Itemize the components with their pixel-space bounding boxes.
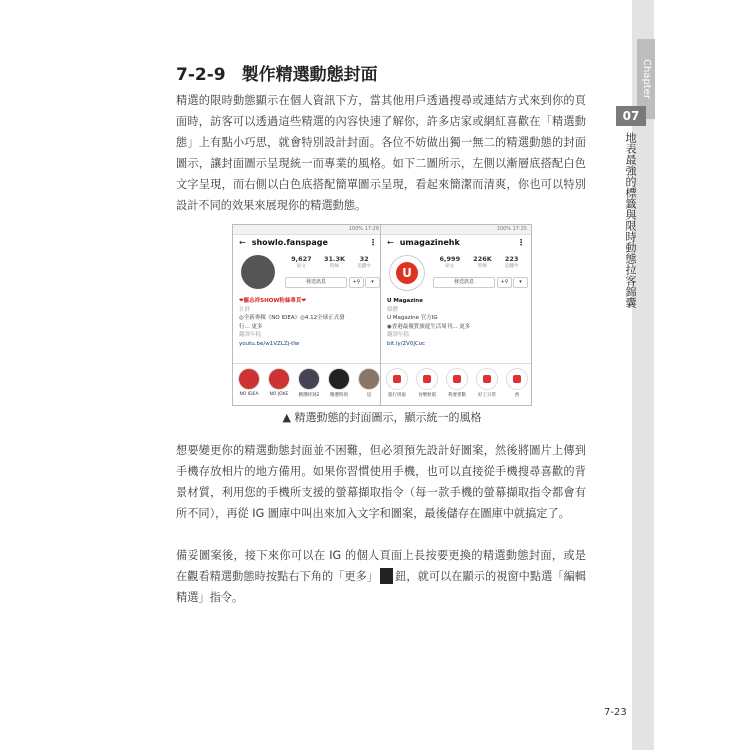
- person-add-icon[interactable]: +⚲: [349, 277, 364, 288]
- figure-caption: ▲ 精選動態的封面圖示，顯示統一的風格: [282, 411, 482, 424]
- message-button[interactable]: 發送訊息: [433, 277, 495, 288]
- highlight-item[interactable]: 精選時刻2: [295, 364, 323, 406]
- highlight-item[interactable]: 這: [355, 364, 383, 406]
- more-button-icon: [380, 568, 393, 584]
- section-number: 7-2-9: [176, 65, 226, 85]
- highlight-item[interactable]: 食樂無窮: [413, 364, 441, 406]
- section-title: 製作精選動態封面: [241, 65, 378, 85]
- highlight-item[interactable]: 好工日常: [473, 364, 501, 406]
- highlight-item[interactable]: 旅行周報: [383, 364, 411, 406]
- stat-following: 32 追蹤中: [357, 255, 371, 269]
- stat-posts: 9,627 貼文: [291, 255, 312, 269]
- avatar: [241, 255, 275, 289]
- profile-bio: [233, 295, 383, 350]
- bio-name: ❤羅志祥SHOW粉絲專頁❤: [239, 298, 307, 304]
- profile-topbar: [381, 235, 531, 251]
- bio-line: ◉香港最優質旅遊生活周刊... 更多: [387, 323, 471, 330]
- more-icon[interactable]: ⋮: [517, 238, 525, 247]
- paragraph-text-after: 鈕，就可以在顯示的視窗中點選「編輯精選」指令。: [176, 570, 586, 604]
- status-bar: 100% 17:26: [233, 225, 383, 235]
- dropdown-icon[interactable]: ▾: [365, 277, 380, 288]
- bio-line: ◎全新專輯《NO IDEA》◎4.12全球正式發: [239, 315, 345, 321]
- profile-stats: [433, 255, 525, 269]
- stat-following: 223 追蹤中: [504, 255, 519, 269]
- status-bar: 100% 17:25: [381, 225, 531, 235]
- highlight-item[interactable]: 我要著數: [443, 364, 471, 406]
- avatar: [389, 255, 425, 291]
- bio-category: 社群: [239, 306, 251, 313]
- page-number: 7-23: [604, 707, 627, 718]
- paragraph-edit-highlight: [176, 545, 586, 608]
- stat-posts: 6,999 貼文: [439, 255, 461, 269]
- dropdown-icon[interactable]: ▾: [513, 277, 528, 288]
- bio-category: 媒體: [387, 306, 399, 313]
- profile-stats: [285, 255, 377, 269]
- profile-username: umagazinehk: [399, 238, 460, 247]
- more-icon[interactable]: ⋮: [369, 238, 377, 247]
- chapter-label: Chapter: [637, 39, 655, 119]
- profile-header: [381, 251, 531, 295]
- screenshot-showlo: [232, 224, 384, 406]
- highlight-item[interactable]: NO IDEA: [235, 364, 263, 406]
- stat-followers: 226K 粉絲: [473, 255, 492, 269]
- chapter-number: 07: [616, 106, 646, 126]
- profile-topbar: [233, 235, 383, 251]
- screenshot-umagazine: [380, 224, 532, 406]
- bio-line: 行... 更多: [239, 323, 263, 330]
- paragraph-change-cover: 想要變更你的精選動態封面並不困難，但必須預先設計好圖案，然後將圖片上傳到手機存放相片的地方備用。如果你習慣使用手機，也可以直接從手機搜尋喜歡的背景材質，利用您的手機所支援的螢幕擷取指令（每一款手機的螢幕擷取指令都會有所不同），再從 IG 圖庫中叫出來加入文字和圖案，最後儲存在圖庫中就搞定了。: [176, 444, 586, 520]
- back-arrow-icon[interactable]: ←: [387, 238, 394, 247]
- highlight-item[interactable]: 香: [503, 364, 531, 406]
- back-arrow-icon[interactable]: ←: [239, 238, 246, 247]
- message-button[interactable]: 發送訊息: [285, 277, 347, 288]
- profile-bio: [381, 295, 531, 350]
- chapter-title: 地表最強的標籤與限時動態拉客錦囊: [624, 132, 637, 308]
- bio-link[interactable]: youtu.be/w1VZLZj-tlw: [239, 340, 300, 347]
- logo-letter: U: [396, 262, 418, 284]
- highlight-item[interactable]: 精選時刻: [325, 364, 353, 406]
- paragraph-intro: 精選的限時動態顯示在個人資訊下方，當其他用戶透過搜尋或連結方式來到你的頁面時，訪客可以透過這些精選的內容快速了解你，許多店家或網紅喜歡在「精選動態」上有點小巧思，就會特別設計封面。各位不妨做出獨一無二的精選動態的封面圖示，讓封面圖示呈現統一而專業的風格。如下二圖所示，左側以漸層底搭配白色文字呈現，而右側以白色底搭配簡單圖示呈現，看起來簡潔而清爽，你也可以特別設計不同的效果來展現你的精選動態。: [176, 94, 586, 212]
- stat-followers: 31.3K 粉絲: [323, 255, 346, 269]
- paragraph-text-before: 備妥圖案後，接下來你可以在 IG 的個人頁面上長按要更換的精選動態封面，或是在觀看精選動態時按點右下角的「更多」: [176, 549, 586, 583]
- person-add-icon[interactable]: +⚲: [497, 277, 512, 288]
- bio-name: U Magazine: [387, 298, 423, 304]
- bio-line: U Magazine 官方IG: [387, 315, 438, 321]
- highlight-item[interactable]: NO JOKE: [265, 364, 293, 406]
- profile-header: [233, 251, 383, 295]
- bio-translate: 翻譯年糕: [387, 332, 410, 338]
- highlights-row: [381, 363, 532, 406]
- bio-link[interactable]: bit.ly/2V0jCoc: [387, 340, 426, 347]
- section-heading: [176, 60, 378, 85]
- bio-translate: 翻譯年糕: [239, 332, 262, 338]
- profile-username: showlo.fanspage: [251, 238, 328, 247]
- highlights-row: [233, 363, 384, 406]
